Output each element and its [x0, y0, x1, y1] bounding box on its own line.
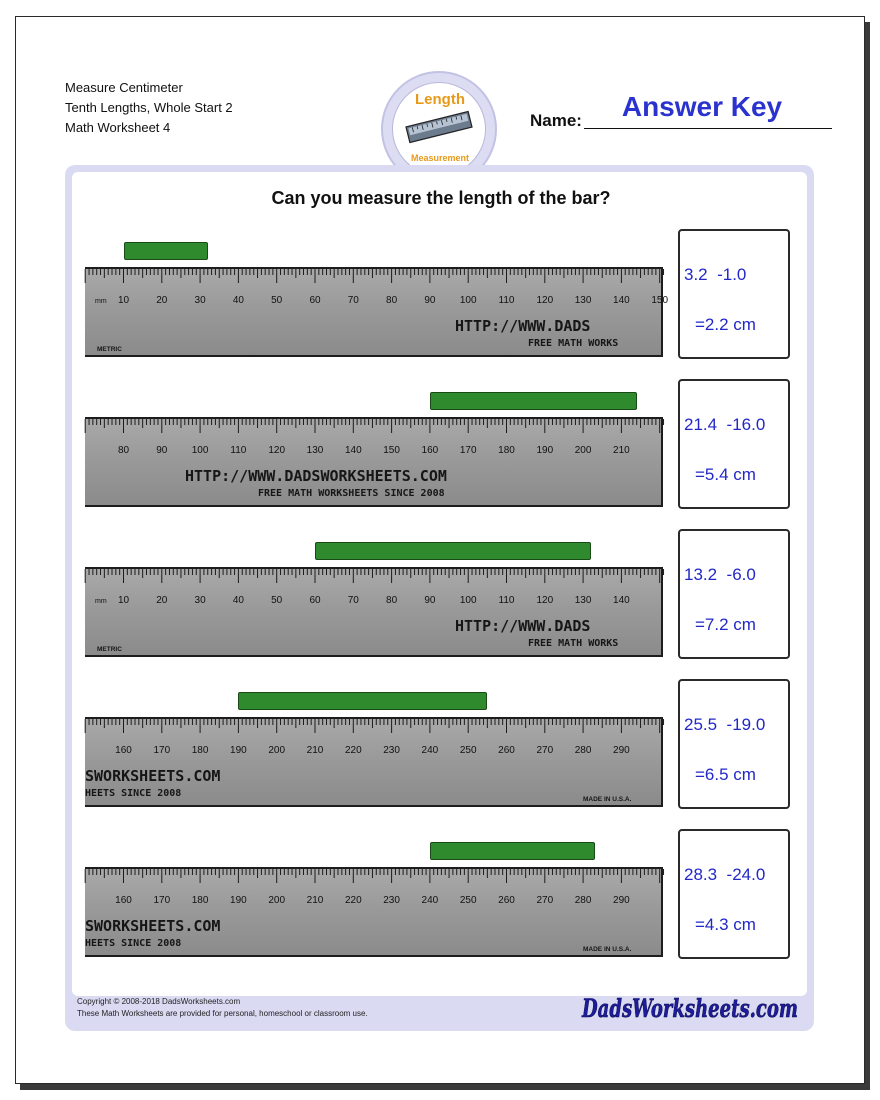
- ruler-tick-label: 120: [536, 595, 554, 606]
- ruler-corner-text: MADE IN U.S.A.: [583, 946, 632, 953]
- badge-bottom-text: Measurement: [410, 153, 470, 163]
- answer-result: =5.4 cm: [695, 465, 756, 484]
- ruler-tick-label: 150: [651, 295, 669, 306]
- ruler: [85, 867, 663, 957]
- answer-key-text: Answer Key: [621, 91, 783, 122]
- ruler-tick-label: 40: [232, 595, 244, 606]
- measure-bar: [430, 392, 637, 410]
- answer-subtraction: 13.2 -6.0: [684, 565, 756, 584]
- worksheet-page: [15, 16, 865, 1084]
- ruler-sub-text: HEETS SINCE 2008: [85, 938, 182, 949]
- usage-note: These Math Worksheets are provided for personal, homeschool or classroom use.: [77, 1009, 368, 1018]
- answer-box: [678, 379, 790, 509]
- ruler-tick-label: 140: [344, 445, 362, 456]
- title-line-3: Math Worksheet 4: [65, 120, 171, 135]
- ruler-sub-text: FREE MATH WORKS: [528, 338, 619, 349]
- ruler-tick-label: 190: [230, 895, 247, 906]
- ruler-tick-label: 60: [309, 295, 321, 306]
- ruler-tick-label: 100: [459, 295, 477, 306]
- ruler-tick-label: 140: [613, 295, 630, 306]
- ruler-tick-label: 210: [306, 745, 324, 756]
- answer-subtraction: 21.4 -16.0: [684, 415, 766, 434]
- ruler-tick-label: 290: [613, 895, 630, 906]
- ruler-tick-label: 40: [232, 295, 244, 306]
- answer-box: [678, 529, 790, 659]
- ruler-tick-label: 250: [459, 745, 477, 756]
- ruler-tick-label: 10: [117, 595, 130, 606]
- ruler-unit-mark: mm: [95, 298, 107, 305]
- title-line-1: Measure Centimeter: [65, 80, 183, 95]
- ruler-tick-label: 180: [191, 895, 209, 906]
- ruler-tick-label: 240: [421, 745, 439, 756]
- ruler-tick-label: 260: [498, 745, 515, 756]
- ruler-corner-text: MADE IN U.S.A.: [583, 796, 632, 803]
- ruler-tick-label: 130: [306, 445, 324, 456]
- ruler-url-text: SWORKSHEETS.COM: [85, 917, 221, 935]
- ruler-tick-label: 120: [536, 295, 554, 306]
- ruler-tick-label: 80: [117, 445, 130, 456]
- name-line: [584, 128, 832, 129]
- ruler-url-text: HTTP://WWW.DADS: [455, 617, 591, 635]
- measure-bar: [124, 242, 208, 260]
- ruler: [85, 417, 663, 507]
- ruler-url-text: HTTP://WWW.DADSWORKSHEETS.COM: [185, 467, 447, 485]
- ruler-tick-label: 270: [536, 745, 554, 756]
- ruler: [85, 267, 669, 357]
- ruler-tick-label: 240: [421, 895, 439, 906]
- ruler-corner-text: METRIC: [97, 646, 122, 653]
- ruler-tick-label: 280: [574, 895, 592, 906]
- ruler-tick-label: 20: [156, 595, 168, 606]
- ruler-tick-label: 220: [344, 745, 362, 756]
- ruler-tick-label: 100: [459, 595, 477, 606]
- ruler-sub-text: FREE MATH WORKSHEETS SINCE 2008: [258, 488, 445, 499]
- ruler-tick-label: 190: [536, 445, 554, 456]
- ruler-tick-label: 150: [383, 445, 400, 456]
- ruler-tick-label: 90: [156, 445, 168, 456]
- ruler-url-text: HTTP://WWW.DADS: [455, 317, 591, 335]
- ruler-tick-label: 160: [115, 745, 132, 756]
- measure-bar: [238, 692, 487, 710]
- ruler-tick-label: 10: [117, 295, 130, 306]
- ruler-tick-label: 70: [347, 595, 359, 606]
- ruler-tick-label: 20: [156, 295, 168, 306]
- ruler-sub-text: HEETS SINCE 2008: [85, 788, 182, 799]
- ruler-tick-label: 90: [424, 595, 436, 606]
- answer-box: [678, 829, 790, 959]
- answer-subtraction: 28.3 -24.0: [684, 865, 766, 884]
- worksheet-title: [65, 78, 233, 138]
- answer-result: =2.2 cm: [695, 315, 756, 334]
- answer-result: =4.3 cm: [695, 915, 756, 934]
- footer-text: [77, 996, 368, 1020]
- ruler-tick-label: 180: [191, 745, 209, 756]
- ruler-tick-label: 220: [344, 895, 362, 906]
- measure-bar: [315, 542, 591, 560]
- ruler-tick-label: 230: [383, 745, 400, 756]
- ruler-tick-label: 70: [347, 295, 359, 306]
- answer-result: =7.2 cm: [695, 615, 756, 634]
- ruler-tick-label: 160: [421, 445, 439, 456]
- ruler-tick-label: 80: [386, 295, 398, 306]
- ruler-tick-label: 90: [424, 295, 436, 306]
- ruler-tick-label: 230: [383, 895, 400, 906]
- ruler-tick-label: 260: [498, 895, 515, 906]
- ruler-tick-label: 160: [115, 895, 132, 906]
- ruler-tick-label: 120: [268, 445, 286, 456]
- ruler-corner-text: METRIC: [97, 346, 122, 353]
- ruler-tick-label: 280: [574, 745, 592, 756]
- ruler-tick-label: 30: [194, 595, 206, 606]
- answer-box: [678, 679, 790, 809]
- ruler-tick-label: 130: [574, 295, 592, 306]
- ruler-tick-label: 290: [613, 745, 630, 756]
- logo-text: DadsWorksheets.com: [581, 994, 798, 1023]
- ruler-tick-label: 210: [613, 445, 630, 456]
- title-line-2: Tenth Lengths, Whole Start 2: [65, 100, 233, 115]
- answer-box: [678, 229, 790, 359]
- ruler-tick-label: 190: [230, 745, 247, 756]
- ruler-tick-label: 60: [309, 595, 321, 606]
- ruler-tick-label: 110: [230, 445, 247, 456]
- answer-subtraction: 25.5 -19.0: [684, 715, 766, 734]
- ruler-tick-label: 200: [268, 895, 286, 906]
- question-text: Can you measure the length of the bar?: [271, 188, 611, 208]
- ruler-tick-label: 80: [386, 595, 398, 606]
- ruler-tick-label: 250: [459, 895, 477, 906]
- badge-top-text: Length: [415, 91, 465, 108]
- ruler-tick-label: 170: [153, 745, 171, 756]
- ruler-tick-label: 50: [271, 595, 283, 606]
- copyright-text: Copyright © 2008-2018 DadsWorksheets.com: [77, 997, 241, 1006]
- ruler-tick-label: 100: [191, 445, 209, 456]
- ruler-tick-label: 210: [306, 895, 324, 906]
- ruler: [85, 567, 663, 657]
- ruler-tick-label: 200: [574, 445, 592, 456]
- ruler-tick-label: 270: [536, 895, 554, 906]
- answer-result: =6.5 cm: [695, 765, 756, 784]
- ruler-tick-label: 110: [498, 595, 515, 606]
- ruler-unit-mark: mm: [95, 598, 107, 605]
- ruler-tick-label: 140: [613, 595, 630, 606]
- ruler: [85, 717, 663, 807]
- answer-subtraction: 3.2 -1.0: [684, 265, 747, 284]
- ruler-tick-label: 180: [498, 445, 515, 456]
- name-label: Name:: [530, 111, 582, 130]
- ruler-tick-label: 50: [271, 295, 283, 306]
- ruler-tick-label: 170: [459, 445, 477, 456]
- ruler-tick-label: 170: [153, 895, 171, 906]
- ruler-tick-label: 30: [194, 295, 206, 306]
- measure-bar: [430, 842, 595, 860]
- dadsworksheets-logo: [578, 989, 802, 1027]
- ruler-url-text: SWORKSHEETS.COM: [85, 767, 221, 785]
- ruler-tick-label: 130: [574, 595, 592, 606]
- ruler-tick-label: 200: [268, 745, 286, 756]
- ruler-icon: [403, 113, 475, 141]
- ruler-tick-label: 110: [498, 295, 515, 306]
- ruler-sub-text: FREE MATH WORKS: [528, 638, 619, 649]
